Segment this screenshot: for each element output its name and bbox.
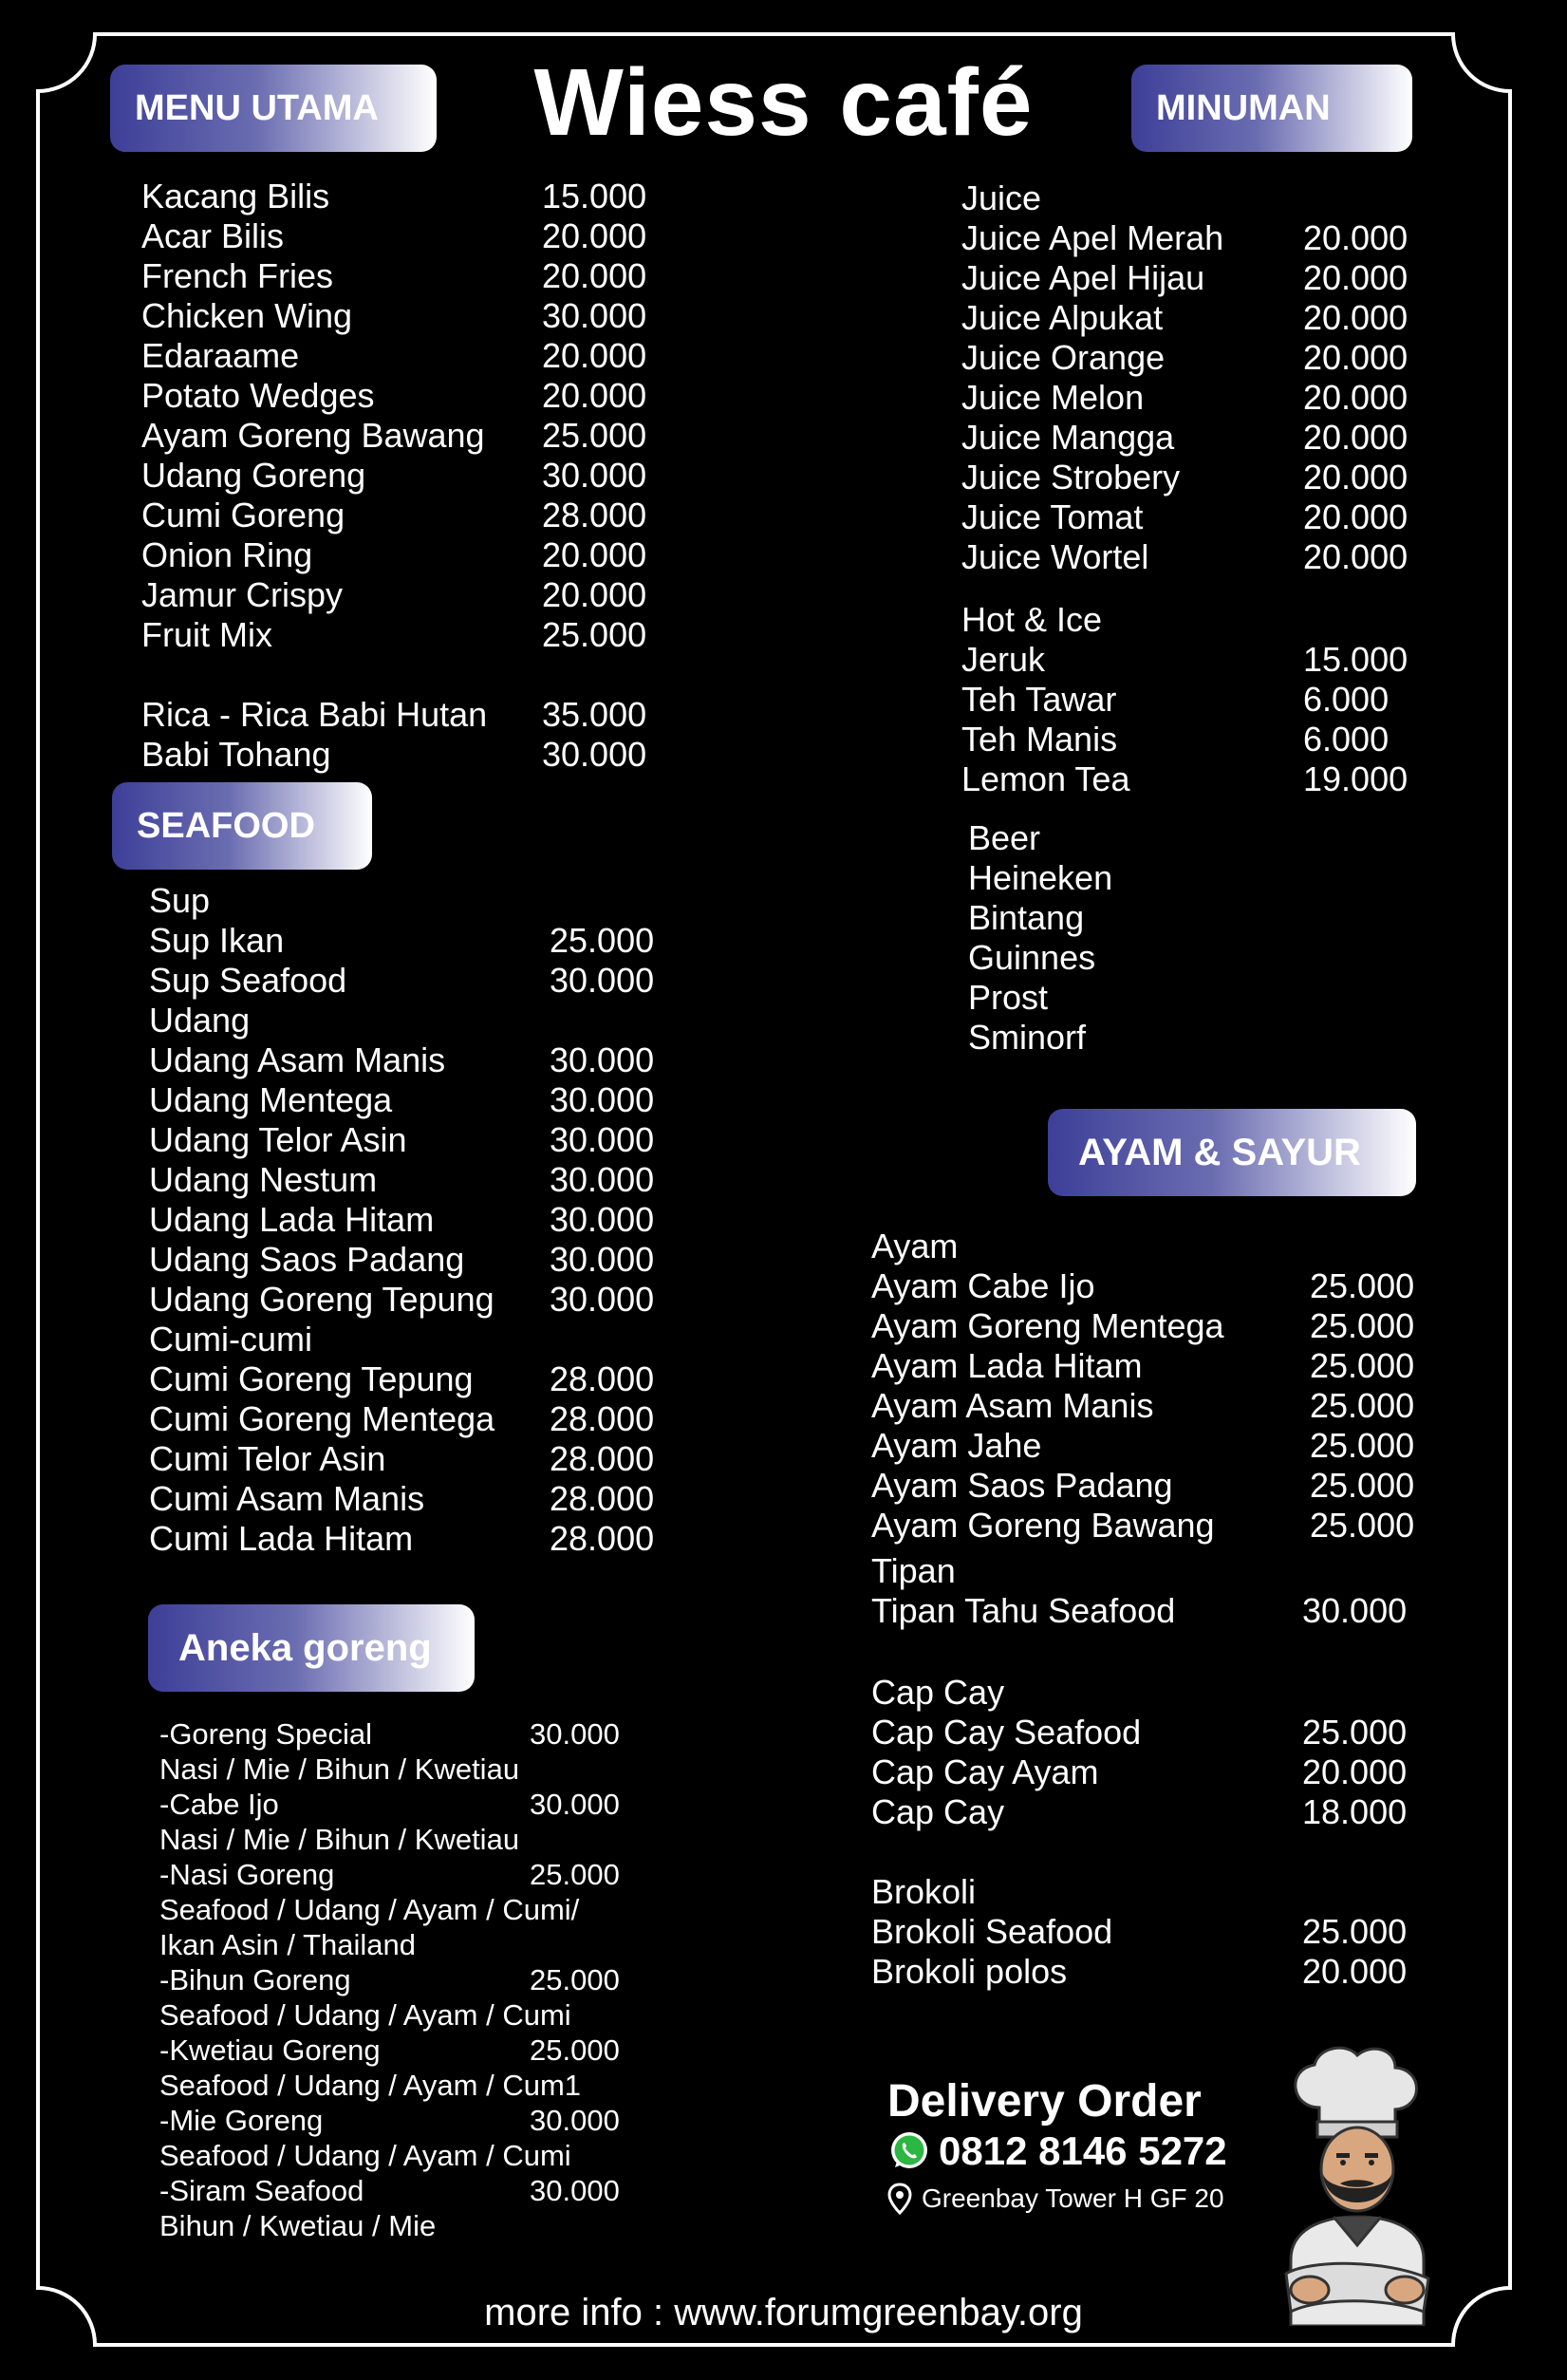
menu-item-row [961, 759, 1417, 799]
menu-item-name: Brokoli [871, 1872, 977, 1911]
menu-item-row [961, 338, 1417, 378]
menu-item-name: Prost [968, 978, 1049, 1017]
menu-item-price: 15.000 [542, 177, 647, 216]
menu-item-row [968, 898, 1424, 938]
menu-item-price: 20.000 [1303, 418, 1408, 457]
menu-item-name: Juice Apel Merah [961, 218, 1224, 257]
menu-item-price: 20.000 [542, 535, 647, 574]
menu-item-row [159, 2103, 653, 2138]
menu-item-price: 19.000 [1303, 759, 1408, 798]
menu-item-price: 28.000 [550, 1439, 655, 1478]
menu-item-price: 25.000 [530, 1963, 620, 1996]
delivery-title: Delivery Order [887, 2076, 1202, 2127]
menu-item-name: Kacang Bilis [141, 177, 330, 216]
menu-item-name: -Nasi Goreng [159, 1858, 335, 1891]
menu-item-name: Juice Mangga [961, 418, 1175, 457]
aneka-goreng-list [159, 1716, 653, 2243]
menu-item-price: 25.000 [1310, 1386, 1415, 1425]
hot-ice-list [961, 600, 1417, 799]
menu-item-row [141, 296, 673, 336]
menu-utama-extra-list [141, 695, 673, 775]
menu-item-row [159, 1822, 653, 1857]
menu-item-name: Juice [961, 178, 1042, 217]
menu-item-row [159, 1962, 653, 1997]
menu-item-name: Sup [149, 881, 211, 920]
juice-section [961, 178, 1417, 577]
aneka-goreng-header [148, 1604, 475, 1692]
menu-item-row [871, 1952, 1422, 1992]
menu-item-name: Ayam Goreng Mentega [871, 1306, 1224, 1345]
menu-item-row [141, 256, 673, 296]
menu-item-price: 28.000 [550, 1519, 655, 1558]
menu-item-price: 30.000 [550, 1240, 655, 1279]
menu-item-row [961, 537, 1417, 577]
delivery-phone-number: 0812 8146 5272 [939, 2128, 1227, 2173]
ayam-section [871, 1227, 1422, 1546]
menu-item-name: Juice Apel Hijau [961, 258, 1205, 297]
ayam-sayur-header-label: AYAM & SAYUR [1078, 1131, 1361, 1173]
capcay-list [871, 1673, 1422, 1832]
menu-item-name: Ayam Asam Manis [871, 1386, 1154, 1425]
menu-item-row [159, 2138, 653, 2173]
menu-item-price: 35.000 [542, 695, 647, 734]
menu-item-name: Heineken [968, 858, 1113, 897]
menu-item-name: Cap Cay Seafood [871, 1713, 1142, 1752]
menu-item-name: Jamur Crispy [141, 575, 344, 614]
menu-item-price: 28.000 [550, 1359, 655, 1398]
menu-item-price: 20.000 [542, 336, 647, 375]
menu-item-row [141, 615, 673, 655]
menu-item-price: 20.000 [1303, 258, 1408, 297]
menu-item-row [968, 858, 1424, 898]
menu-item-row [159, 1857, 653, 1892]
menu-item-name: Seafood / Udang / Ayam / Cumi [159, 2139, 571, 2172]
menu-item-name: Brokoli polos [871, 1952, 1068, 1991]
menu-item-price: 30.000 [550, 961, 655, 1000]
menu-utama-list [141, 177, 673, 655]
menu-item-name: Ayam Lada Hitam [871, 1346, 1143, 1385]
ayam-sayur-header [1048, 1109, 1416, 1196]
menu-item-name: Onion Ring [141, 535, 313, 574]
menu-item-row [141, 535, 673, 575]
menu-item-name: Potato Wedges [141, 376, 375, 415]
menu-item-row [871, 1466, 1422, 1506]
menu-item-name: Cumi Goreng Tepung [149, 1359, 474, 1398]
menu-item-price: 30.000 [530, 1788, 620, 1821]
menu-item-price: 30.000 [550, 1280, 655, 1319]
menu-item-row [961, 298, 1417, 338]
menu-item-name: -Kwetiau Goreng [159, 2033, 381, 2067]
menu-item-price: 30.000 [550, 1040, 655, 1079]
menu-item-name: Hot & Ice [961, 600, 1103, 639]
menu-item-price: 25.000 [542, 615, 647, 654]
chef-illustration [1253, 2041, 1462, 2326]
menu-item-row [149, 1399, 681, 1439]
aneka-goreng-section [159, 1716, 653, 2243]
seafood-list [149, 881, 681, 1559]
seafood-header-label: SEAFOOD [137, 805, 315, 846]
menu-item-name: Udang Goreng [141, 456, 366, 495]
capcay-section [871, 1673, 1422, 1832]
menu-item-row [141, 496, 673, 535]
menu-item-name: Ayam Goreng Bawang [871, 1506, 1215, 1545]
menu-item-row [968, 938, 1424, 978]
menu-item-price: 30.000 [550, 1160, 655, 1199]
menu-item-name: Jeruk [961, 640, 1046, 679]
menu-item-row [968, 978, 1424, 1018]
menu-item-name: Cap Cay [871, 1792, 1005, 1831]
menu-item-row [141, 216, 673, 256]
menu-item-name: Cap Cay [871, 1673, 1005, 1712]
menu-item-row [159, 2033, 653, 2068]
menu-item-price: 30.000 [530, 1717, 620, 1751]
menu-item-row [961, 258, 1417, 298]
menu-item-name: -Siram Seafood [159, 2174, 364, 2207]
menu-item-row [961, 378, 1417, 418]
menu-item-name: Udang Telor Asin [149, 1120, 407, 1159]
menu-item-price: 20.000 [1303, 338, 1408, 377]
brokoli-list [871, 1872, 1422, 1992]
menu-item-price: 30.000 [530, 2174, 620, 2207]
menu-item-row [871, 1551, 1422, 1591]
menu-item-row [961, 458, 1417, 497]
menu-item-price: 15.000 [1303, 640, 1408, 679]
menu-item-name: Juice Strobery [961, 458, 1181, 497]
menu-item-row [149, 1240, 681, 1280]
menu-item-name: Seafood / Udang / Ayam / Cum1 [159, 2069, 582, 2102]
menu-item-row [159, 1892, 653, 1927]
menu-item-name: Acar Bilis [141, 216, 285, 255]
menu-item-name: Edaraame [141, 336, 300, 375]
menu-item-name: Ayam Saos Padang [871, 1466, 1173, 1505]
menu-item-price: 25.000 [1310, 1506, 1415, 1545]
ayam-list [871, 1227, 1422, 1546]
menu-item-price: 20.000 [542, 216, 647, 255]
menu-item-price: 20.000 [1303, 378, 1408, 417]
menu-item-name: Lemon Tea [961, 759, 1130, 798]
menu-item-row [961, 497, 1417, 537]
tipan-section [871, 1551, 1422, 1631]
menu-item-price: 25.000 [530, 1858, 620, 1891]
menu-item-name: Tipan [871, 1551, 956, 1590]
menu-item-name: Nasi / Mie / Bihun / Kwetiau [159, 1752, 520, 1786]
menu-item-row [149, 1080, 681, 1120]
tipan-list [871, 1551, 1422, 1631]
menu-item-row [871, 1426, 1422, 1466]
menu-item-name: -Cabe Ijo [159, 1788, 279, 1821]
menu-item-name: Juice Tomat [961, 497, 1144, 536]
seafood-header [112, 782, 372, 870]
menu-item-row [149, 1479, 681, 1519]
menu-item-price: 30.000 [550, 1080, 655, 1119]
menu-item-row [141, 376, 673, 416]
delivery-phone [887, 2127, 1227, 2176]
seafood-section [149, 881, 681, 1559]
menu-item-name: Chicken Wing [141, 296, 353, 335]
menu-item-price: 20.000 [1303, 298, 1408, 337]
menu-item-name: Ikan Asin / Thailand [159, 1928, 416, 1961]
menu-item-row [149, 1040, 681, 1080]
menu-item-row [149, 1160, 681, 1200]
menu-item-name: Sup Seafood [149, 961, 347, 1000]
menu-item-row [159, 2068, 653, 2103]
menu-item-name: Seafood / Udang / Ayam / Cumi/ [159, 1893, 580, 1926]
menu-item-name: Udang Goreng Tepung [149, 1280, 494, 1319]
menu-item-row [159, 1927, 653, 1962]
menu-item-name: -Mie Goreng [159, 2104, 324, 2137]
menu-item-row [871, 1792, 1422, 1832]
menu-item-price: 20.000 [1303, 458, 1408, 497]
menu-item-row [149, 921, 681, 961]
menu-item-row [141, 695, 673, 735]
menu-item-price: 25.000 [530, 2033, 620, 2067]
menu-item-row [159, 2173, 653, 2208]
menu-item-row [961, 418, 1417, 458]
menu-item-name: Beer [968, 818, 1041, 857]
menu-item-price: 30.000 [530, 2104, 620, 2137]
menu-item-name: Ayam Cabe Ijo [871, 1266, 1095, 1305]
aneka-goreng-header-label: Aneka goreng [178, 1626, 432, 1669]
menu-item-row [871, 1752, 1422, 1792]
menu-utama-header-label: MENU UTAMA [135, 87, 379, 128]
menu-item-name: Cumi Goreng Mentega [149, 1399, 495, 1438]
menu-item-price: 20.000 [1303, 537, 1408, 576]
menu-item-row [141, 336, 673, 376]
whatsapp-icon [887, 2129, 931, 2173]
menu-item-price: 25.000 [542, 416, 647, 455]
menu-item-row [149, 1001, 681, 1040]
menu-item-price: 20.000 [542, 376, 647, 415]
menu-item-name: Cumi Telor Asin [149, 1439, 386, 1478]
menu-item-name: Ayam Goreng Bawang [141, 416, 485, 455]
minuman-header-label: MINUMAN [1156, 87, 1331, 128]
menu-item-name: Juice Alpukat [961, 298, 1164, 337]
menu-item-name: Sminorf [968, 1018, 1087, 1057]
menu-item-name: -Goreng Special [159, 1717, 373, 1751]
delivery-address [887, 2182, 1224, 2216]
menu-item-name: Bihun / Kwetiau / Mie [159, 2209, 437, 2242]
menu-utama-section [141, 177, 673, 775]
menu-item-row [159, 1716, 653, 1752]
menu-item-name: Nasi / Mie / Bihun / Kwetiau [159, 1823, 520, 1856]
menu-item-row [141, 735, 673, 775]
juice-list [961, 178, 1417, 577]
menu-item-row [149, 1120, 681, 1160]
menu-item-row [871, 1872, 1422, 1912]
menu-item-row [141, 456, 673, 496]
menu-item-name: -Bihun Goreng [159, 1963, 351, 1996]
menu-item-price: 25.000 [1302, 1912, 1408, 1951]
menu-item-name: Sup Ikan [149, 921, 285, 960]
menu-utama-header [110, 65, 437, 152]
menu-item-row [159, 1752, 653, 1787]
menu-item-name: Udang [149, 1001, 251, 1040]
menu-item-name: Cumi Goreng [141, 496, 345, 534]
menu-item-row [149, 881, 681, 921]
menu-item-price: 25.000 [1302, 1713, 1408, 1752]
menu-item-name: Cumi Asam Manis [149, 1479, 425, 1518]
menu-item-row [159, 2208, 653, 2243]
menu-item-row [871, 1346, 1422, 1386]
menu-item-row [871, 1306, 1422, 1346]
menu-item-price: 20.000 [1303, 218, 1408, 257]
menu-item-name: Teh Tawar [961, 680, 1117, 719]
menu-item-row [149, 1359, 681, 1399]
menu-item-name: Juice Wortel [961, 537, 1149, 576]
menu-item-price: 30.000 [550, 1200, 655, 1239]
menu-item-name: Udang Nestum [149, 1160, 378, 1199]
menu-item-row [149, 961, 681, 1001]
menu-item-price: 20.000 [542, 575, 647, 614]
menu-item-price: 30.000 [542, 296, 647, 335]
menu-item-row [871, 1386, 1422, 1426]
menu-item-name: Udang Saos Padang [149, 1240, 465, 1279]
footer-info: more info : www.forumgreenbay.org [484, 2292, 1083, 2333]
menu-item-row [871, 1227, 1422, 1266]
beer-section [968, 818, 1424, 1058]
menu-item-price: 25.000 [1310, 1346, 1415, 1385]
menu-item-price: 6.000 [1303, 720, 1390, 759]
menu-item-price: 20.000 [1303, 497, 1408, 536]
menu-item-row [141, 416, 673, 456]
menu-item-price: 25.000 [1310, 1426, 1415, 1465]
menu-item-name: Udang Mentega [149, 1080, 393, 1119]
menu-item-price: 30.000 [542, 456, 647, 495]
menu-item-name: French Fries [141, 256, 334, 295]
menu-item-name: Ayam Jahe [871, 1426, 1042, 1465]
location-pin-icon [887, 2183, 912, 2215]
brokoli-section [871, 1872, 1422, 1992]
menu-item-row [141, 177, 673, 216]
menu-item-price: 28.000 [550, 1479, 655, 1518]
menu-item-row [871, 1912, 1422, 1952]
menu-item-price: 20.000 [542, 256, 647, 295]
menu-item-price: 28.000 [550, 1399, 655, 1438]
menu-item-price: 25.000 [1310, 1266, 1415, 1305]
menu-item-name: Cumi Lada Hitam [149, 1519, 414, 1558]
menu-item-row [141, 575, 673, 615]
menu-item-row [961, 640, 1417, 680]
menu-item-name: Ayam [871, 1227, 959, 1265]
hot-ice-section [961, 600, 1417, 799]
menu-item-name: Juice Orange [961, 338, 1166, 377]
menu-item-name: Udang Asam Manis [149, 1040, 446, 1079]
menu-item-row [961, 178, 1417, 218]
menu-item-name: Udang Lada Hitam [149, 1200, 435, 1239]
menu-item-price: 30.000 [542, 735, 647, 774]
menu-item-price: 25.000 [550, 921, 655, 960]
menu-item-price: 20.000 [1302, 1752, 1408, 1791]
menu-item-price: 28.000 [542, 496, 647, 534]
menu-item-price: 30.000 [1302, 1591, 1408, 1630]
menu-item-row [961, 218, 1417, 258]
menu-item-name: Cap Cay Ayam [871, 1752, 1099, 1791]
menu-item-row [871, 1506, 1422, 1546]
menu-item-row [968, 1018, 1424, 1058]
menu-item-name: Bintang [968, 898, 1085, 937]
menu-item-price: 25.000 [1310, 1466, 1415, 1505]
cafe-title: Wiess café [533, 49, 1034, 156]
menu-item-row [968, 818, 1424, 858]
menu-item-row [149, 1320, 681, 1359]
menu-item-name: Fruit Mix [141, 615, 272, 654]
menu-item-row [149, 1519, 681, 1559]
menu-item-row [149, 1200, 681, 1240]
minuman-header [1131, 65, 1412, 152]
menu-item-row [961, 600, 1417, 640]
menu-item-price: 18.000 [1302, 1792, 1408, 1831]
menu-item-name: Tipan Tahu Seafood [871, 1591, 1176, 1630]
menu-item-price: 25.000 [1310, 1306, 1415, 1345]
menu-item-price: 30.000 [550, 1120, 655, 1159]
menu-item-row [159, 1787, 653, 1822]
beer-list [968, 818, 1424, 1058]
menu-item-name: Cumi-cumi [149, 1320, 313, 1359]
menu-item-name: Babi Tohang [141, 735, 331, 774]
menu-item-name: Rica - Rica Babi Hutan [141, 695, 488, 734]
menu-item-name: Brokoli Seafood [871, 1912, 1113, 1951]
menu-item-name: Guinnes [968, 938, 1096, 977]
menu-item-row [149, 1280, 681, 1320]
menu-item-row [961, 720, 1417, 759]
menu-item-price: 20.000 [1302, 1952, 1408, 1991]
menu-item-row [871, 1713, 1422, 1752]
menu-item-row [961, 680, 1417, 720]
menu-item-price: 6.000 [1303, 680, 1390, 719]
menu-item-row [871, 1266, 1422, 1306]
menu-item-row [159, 1997, 653, 2033]
delivery-address-text: Greenbay Tower H GF 20 [922, 2183, 1224, 2213]
menu-item-name: Juice Melon [961, 378, 1145, 417]
menu-item-row [149, 1439, 681, 1479]
menu-item-row [871, 1673, 1422, 1713]
menu-item-name: Seafood / Udang / Ayam / Cumi [159, 1998, 571, 2032]
menu-item-name: Teh Manis [961, 720, 1118, 759]
menu-item-row [871, 1591, 1422, 1631]
